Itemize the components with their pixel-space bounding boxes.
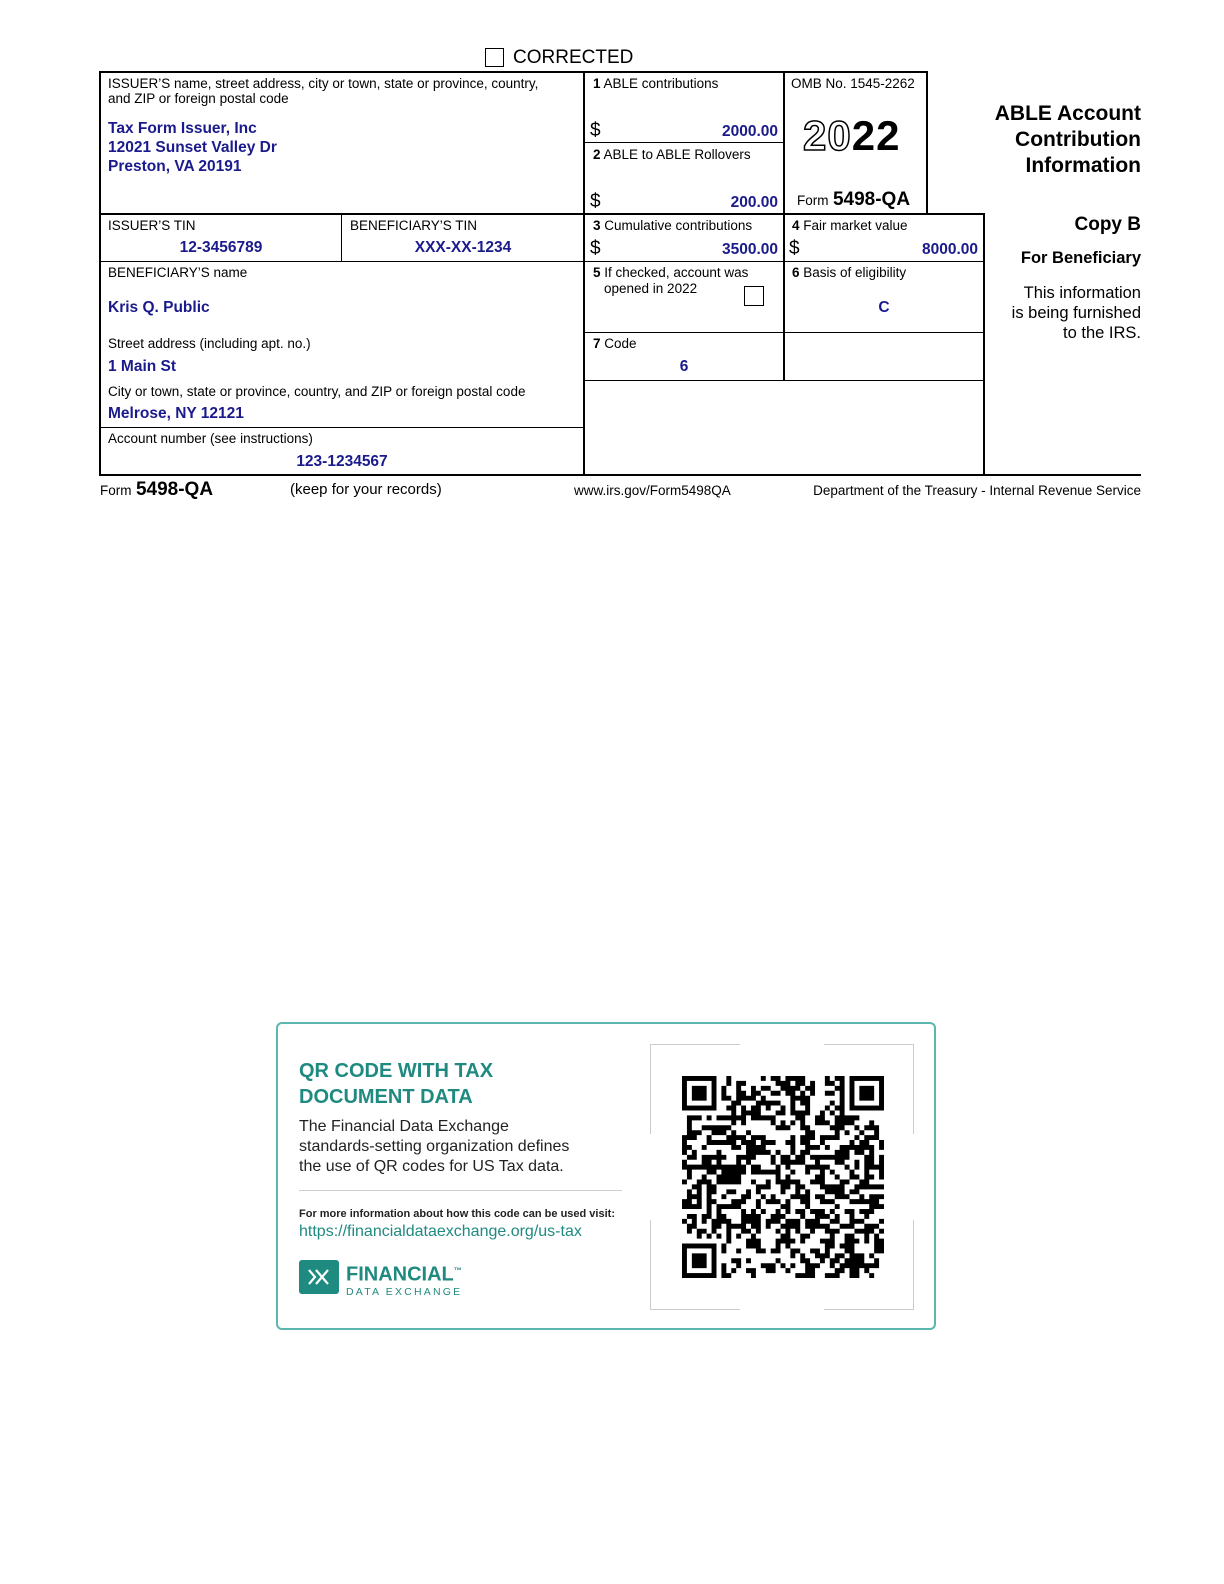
beneficiary-name: Kris Q. Public	[108, 299, 210, 316]
qr-heading: QR CODE WITH TAX DOCUMENT DATA	[299, 1060, 494, 1108]
issuer-tin-label: ISSUER’S TIN	[108, 218, 196, 233]
beneficiary-tin: XXX-XX-1234	[414, 239, 512, 256]
issuer-street: 12021 Sunset Valley Dr	[108, 139, 277, 156]
box7-value: 6	[679, 358, 689, 375]
tax-year: 2022	[803, 112, 901, 159]
form-title: ABLE Account Contribution Information	[994, 102, 1141, 177]
omb-form-id: Form 5498-QA	[797, 189, 911, 210]
box4-currency: $	[789, 238, 800, 259]
beneficiary-street: 1 Main St	[108, 358, 177, 375]
box3-label: 3 Cumulative contributions	[593, 218, 753, 233]
box3-currency: $	[590, 238, 601, 259]
issuer-city: Preston, VA 20191	[108, 158, 242, 175]
box1-label: 1 ABLE contributions	[593, 76, 719, 91]
qr-link[interactable]: https://financialdataexchange.org/us-tax	[299, 1223, 582, 1240]
corrected-label: CORRECTED	[513, 47, 634, 68]
box5-label: 5 If checked, account was	[593, 265, 749, 280]
qr-code	[682, 1076, 884, 1278]
footer-form-id: Form 5498-QA	[100, 479, 214, 500]
box3-value: 3500.00	[721, 241, 778, 258]
box5-checkbox[interactable]	[744, 286, 764, 306]
issuer-label-line2: and ZIP or foreign postal code	[108, 91, 289, 106]
issuer-name: Tax Form Issuer, Inc	[108, 120, 257, 137]
beneficiary-tin-label: BENEFICIARY’S TIN	[350, 218, 478, 233]
footer-keep-records: (keep for your records)	[290, 481, 442, 498]
corrected-checkbox[interactable]	[485, 48, 504, 67]
copy-subtitle: For Beneficiary	[1020, 249, 1141, 267]
fdx-logo-icon	[299, 1260, 339, 1294]
box1-currency: $	[590, 120, 601, 141]
box6-value: C	[878, 299, 890, 316]
box1-value: 2000.00	[721, 123, 778, 140]
box4-label: 4 Fair market value	[792, 218, 908, 233]
footer-url[interactable]: www.irs.gov/Form5498QA	[574, 483, 731, 498]
beneficiary-city: Melrose, NY 12121	[108, 405, 244, 422]
box4-value: 8000.00	[921, 241, 978, 258]
qr-divider	[299, 1190, 622, 1191]
account-number-label: Account number (see instructions)	[108, 431, 313, 446]
beneficiary-city-label: City or town, state or province, country, and ZIP or foreign postal code	[108, 384, 526, 399]
box2-value: 200.00	[730, 194, 778, 211]
qr-more-info: For more information about how this code can be used visit:	[299, 1208, 615, 1220]
omb-number: OMB No. 1545-2262	[791, 76, 915, 91]
issuer-label-line1: ISSUER’S name, street address, city or town, state or province, country,	[108, 76, 539, 91]
box6-label: 6 Basis of eligibility	[792, 265, 907, 280]
box2-currency: $	[590, 191, 601, 212]
copy-note: This information is being furnished to the IRS.	[1011, 284, 1141, 342]
qr-body-text: The Financial Data Exchange standards-setting organization defines the use of QR codes for US Tax data.	[299, 1118, 570, 1175]
beneficiary-name-label: BENEFICIARY’S name	[108, 265, 248, 280]
beneficiary-street-label: Street address (including apt. no.)	[108, 336, 311, 351]
box7-label: 7 Code	[593, 336, 637, 351]
qr-info-card	[276, 1022, 936, 1330]
copy-title: Copy B	[1074, 214, 1141, 235]
box2-label: 2 ABLE to ABLE Rollovers	[593, 147, 751, 162]
fdx-logo-wordmark: FINANCIAL™ DATA EXCHANGE	[346, 1263, 463, 1298]
issuer-tin: 12-3456789	[179, 239, 263, 256]
box5-label-line2: opened in 2022	[604, 281, 698, 296]
account-number: 123-1234567	[296, 453, 388, 470]
footer-department: Department of the Treasury - Internal Revenue Service	[813, 483, 1141, 498]
